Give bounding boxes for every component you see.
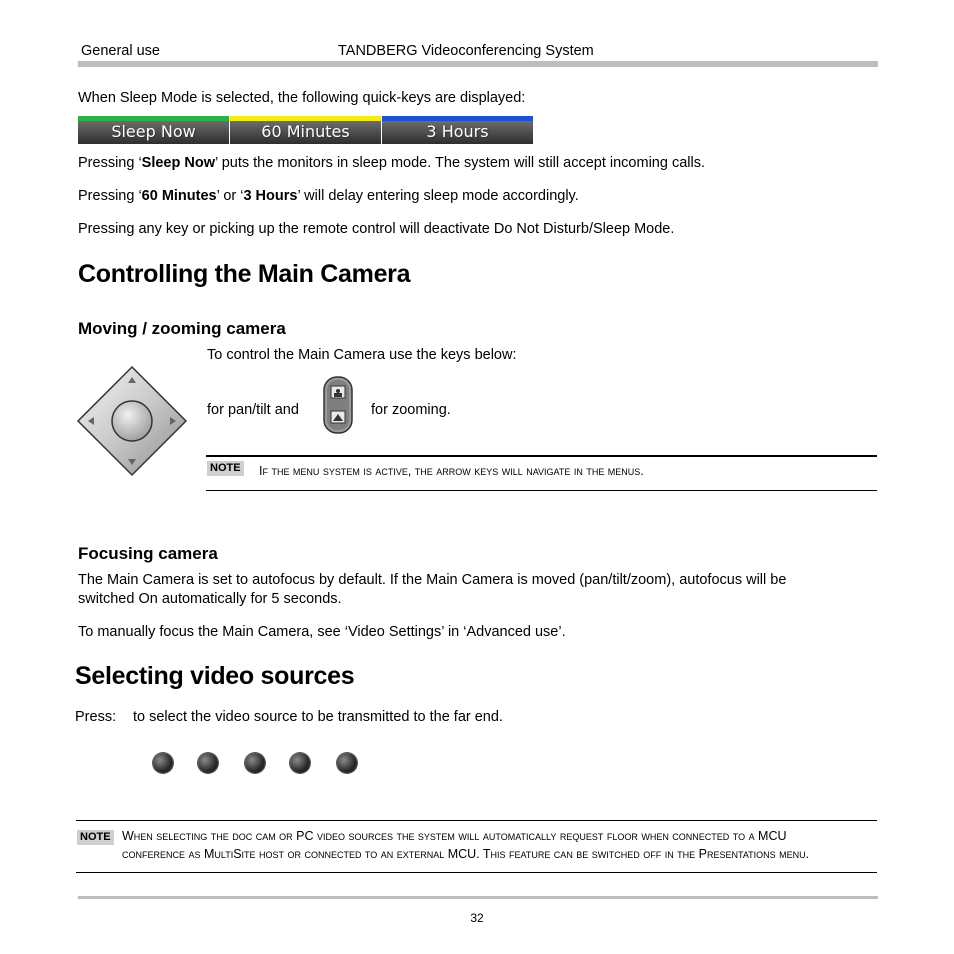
moving-intro: To control the Main Camera use the keys below:	[207, 347, 517, 363]
sleep-paragraph-3: Pressing any key or picking up the remote control will deactivate Do Not Disturb/Sleep Mode.	[78, 221, 675, 237]
quickkey-60-minutes[interactable]: 60 Minutes	[230, 116, 381, 144]
note-rule-top	[206, 455, 877, 457]
camera-heading: Controlling the Main Camera	[78, 260, 411, 288]
video-note-line-2: conference as MultiSite host or connected to an external MCU. This feature can be switched off in the Presentations menu.	[122, 847, 810, 861]
focus-subheading: Focusing camera	[78, 544, 218, 563]
pan-tilt-text: for pan/tilt and	[207, 402, 299, 418]
focus-paragraph-line-1: The Main Camera is set to autofocus by default. If the Main Camera is moved (pan/tilt/zoom), autofocus will be	[78, 572, 787, 588]
note-rule-bottom	[206, 490, 877, 491]
moving-subheading: Moving / zooming camera	[78, 319, 286, 338]
quickkey-3-hours[interactable]: 3 Hours	[382, 116, 533, 144]
video-note-rule-bottom	[76, 872, 877, 873]
video-source-button-2	[198, 753, 218, 773]
press-label: Press:	[75, 709, 117, 725]
header-rule	[78, 61, 878, 67]
sleep-paragraph-1: Pressing ‘Sleep Now’ puts the monitors in sleep mode. The system will still accept incoming calls.	[78, 155, 705, 171]
arrow-pad-icon	[76, 365, 188, 477]
video-note-rule-top	[76, 820, 877, 821]
note-label: NOTE	[207, 461, 244, 476]
zoom-text: for zooming.	[371, 402, 451, 418]
video-source-button-5	[337, 753, 357, 773]
sleep-paragraph-2: Pressing ‘60 Minutes’ or ‘3 Hours’ will delay entering sleep mode accordingly.	[78, 188, 579, 204]
sleep-intro: When Sleep Mode is selected, the following quick-keys are displayed:	[78, 90, 526, 106]
page-number: 32	[470, 911, 484, 925]
video-note-label: NOTE	[77, 830, 114, 845]
zoom-key-icon	[323, 376, 353, 434]
focus-paragraph-2: To manually focus the Main Camera, see ‘Video Settings’ in ‘Advanced use’.	[78, 624, 566, 640]
quickkey-sleep-now[interactable]: Sleep Now	[78, 116, 229, 144]
video-source-button-4	[290, 753, 310, 773]
header-product: TANDBERG Videoconferencing System	[338, 43, 594, 59]
header-section: General use	[81, 43, 160, 59]
video-source-button-1	[153, 753, 173, 773]
video-heading: Selecting video sources	[75, 662, 355, 690]
video-note-line-1: When selecting the doc cam or PC video sources the system will automatically request floor when connected to a MCU	[122, 829, 787, 843]
focus-paragraph-line-2: switched On automatically for 5 seconds.	[78, 591, 342, 607]
video-source-button-3	[245, 753, 265, 773]
footer-rule	[78, 896, 878, 899]
camera-note-text: If the menu system is active, the arrow keys will navigate in the menus.	[259, 464, 644, 478]
press-text: to select the video source to be transmitted to the far end.	[133, 709, 503, 725]
